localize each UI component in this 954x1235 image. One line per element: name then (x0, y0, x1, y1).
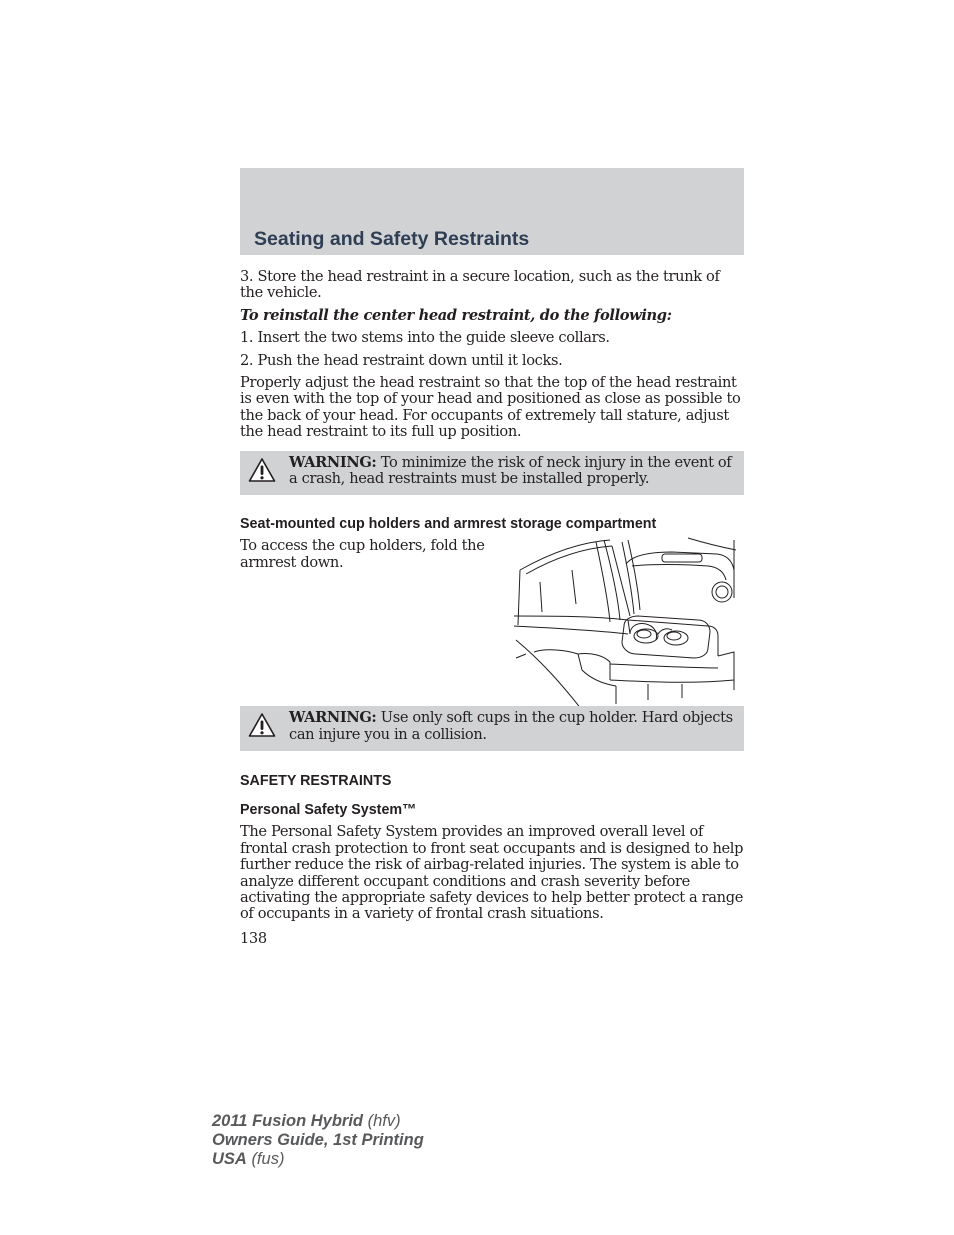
reinstall-heading: To reinstall the center head restraint, do the following: (240, 306, 672, 324)
warning-text: To minimize the risk of neck injury in the event of a crash, head restraints must be installed properly. (289, 453, 732, 488)
document-footer (212, 1112, 424, 1169)
warning-label: WARNING: (289, 453, 377, 471)
footer-line-3 (212, 1150, 424, 1169)
section-title: Seating and Safety Restraints (254, 228, 530, 250)
warning-label: WARNING: (289, 709, 377, 727)
warning-triangle-icon (248, 712, 276, 738)
step-1: 1. Insert the two stems into the guide sleeve collars. (240, 329, 610, 347)
footer-guide: Owners Guide, 1st Printing (212, 1131, 424, 1149)
page-content (240, 269, 744, 953)
warning-box-soft-cups (240, 706, 744, 751)
section-header-band (240, 168, 744, 255)
step-2: 2. Push the head restraint down until it locks. (240, 351, 563, 369)
cupholder-section (240, 538, 744, 712)
footer-line-1 (212, 1112, 424, 1131)
cupholder-text: To access the cup holders, fold the armrest down. (240, 537, 485, 571)
footer-region-code: (fus) (251, 1150, 285, 1168)
paragraph-adjust: Properly adjust the head restraint so that the top of the head restraint is even with the top of your head and positioned as close as possible to the back of your head. For occupants of extremely tall stature, adjust the head restraint to its full up position. (240, 374, 741, 441)
personal-safety-system-text: The Personal Safety System provides an improved overall level of frontal crash protection to front seat occupants and is designed to help further reduce the risk of airbag-related injuries. The system is able to analyze different occupant conditions and crash severity before activating the appropriate safety devices to help better protect a range of occupants in a variety of frontal crash situations. (240, 823, 744, 923)
warning-text: Use only soft cups in the cup holder. Hard objects can injure you in a collision. (289, 709, 733, 743)
paragraph-store-restraint: 3. Store the head restraint in a secure location, such as the trunk of the vehicle. (240, 268, 720, 302)
footer-model-code: (hfv) (367, 1112, 401, 1130)
page-number: 138 (240, 929, 267, 947)
cupholder-heading: Seat-mounted cup holders and armrest storage compartment (240, 516, 657, 533)
safety-restraints-heading: SAFETY RESTRAINTS (240, 773, 392, 790)
footer-model: 2011 Fusion Hybrid (212, 1112, 363, 1130)
warning-triangle-icon (248, 457, 276, 483)
footer-region: USA (212, 1150, 247, 1168)
warning-box-neck-injury (240, 451, 744, 496)
personal-safety-system-heading: Personal Safety System™ (240, 802, 417, 819)
armrest-cupholder-illustration (512, 530, 744, 712)
